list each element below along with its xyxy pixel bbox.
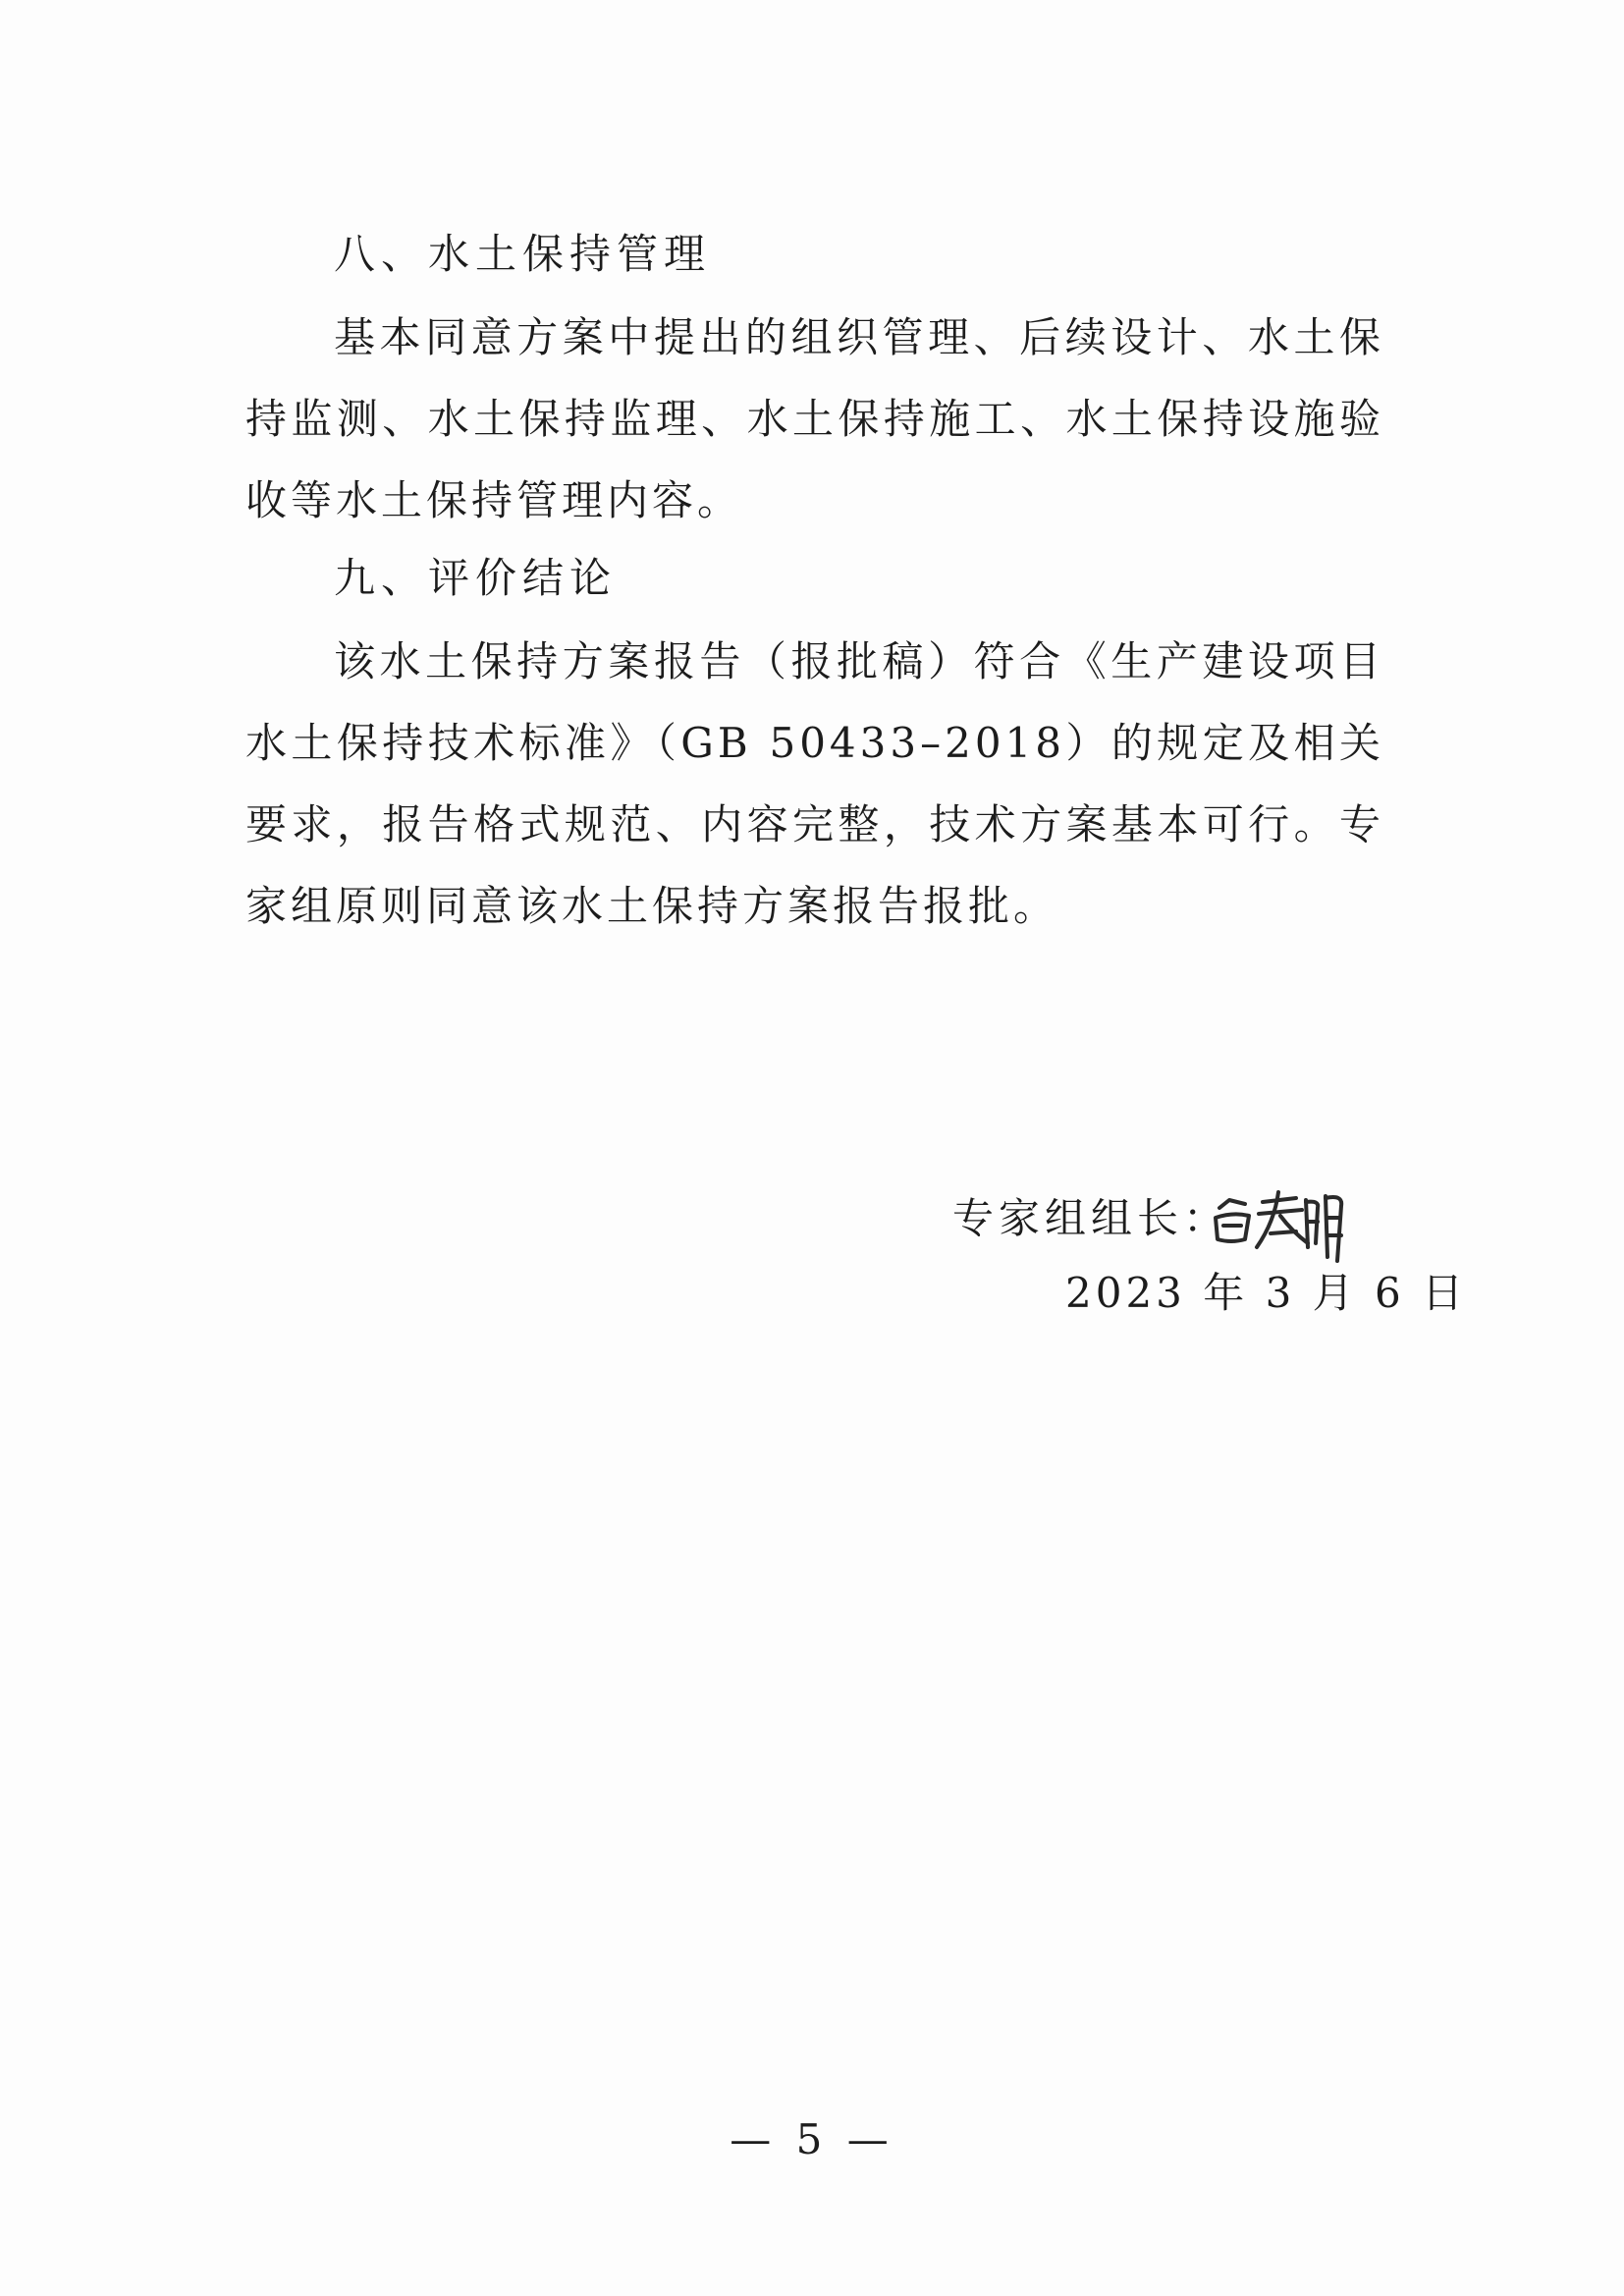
signoff-label: 专家组组长： (952, 1194, 1230, 1242)
page-number: — 5 — (730, 2115, 894, 2163)
section-9-heading: 九、评价结论 (334, 554, 618, 602)
signoff-date: 2023 年 3 月 6 日 (1065, 1269, 1468, 1317)
section-8-body: 基本同意方案中提出的组织管理、后续设计、水土保持监测、水土保持监理、水土保持施工、水土保持设施验收等水土保持管理内容。 (245, 313, 1384, 524)
section-9-body: 该水土保持方案报告（报批稿）符合《生产建设项目水土保持技术标准》（GB 50433–2018）的规定及相关要求，报告格式规范、内容完整，技术方案基本可行。专家组原则同意该水土保持方案报告报批。 (245, 637, 1384, 930)
section-8-heading: 八、水土保持管理 (334, 230, 712, 278)
signoff-row (952, 1178, 1404, 1267)
handwritten-signature (1206, 1178, 1353, 1267)
